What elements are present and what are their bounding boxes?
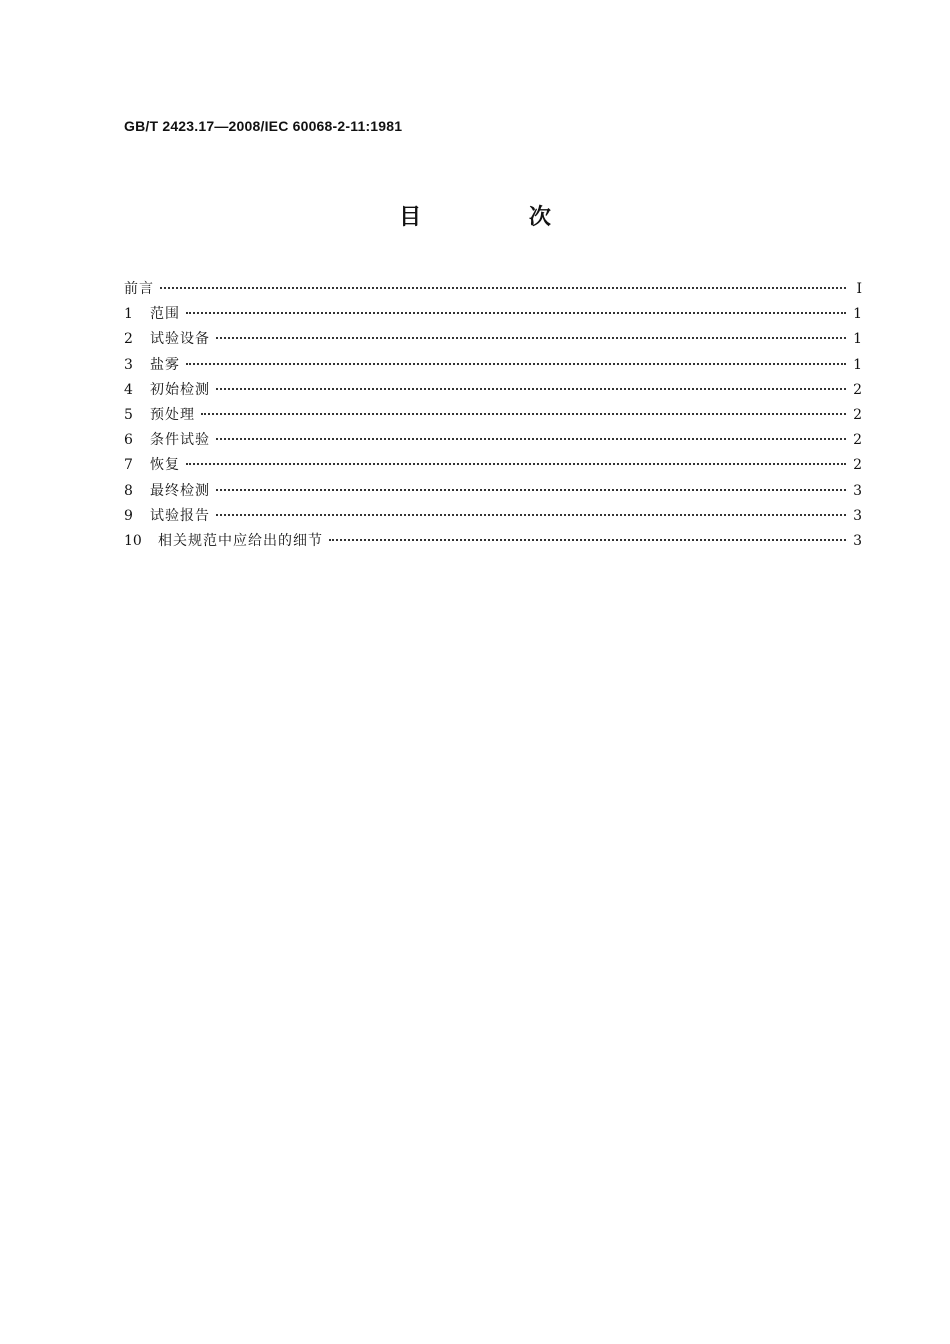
table-of-contents: [124, 277, 862, 554]
toc-entry-number: 1: [124, 306, 133, 323]
toc-dot-leader: [216, 337, 846, 339]
toc-entry-label: 范围: [150, 306, 180, 323]
toc-dot-leader: [186, 312, 846, 314]
toc-entry-label: 预处理: [150, 406, 195, 423]
toc-entry-page: 2: [853, 381, 862, 398]
toc-entry-number: 5: [124, 406, 133, 423]
toc-entry-final-measurements[interactable]: [124, 479, 862, 504]
toc-entry-number: 10: [124, 532, 142, 549]
toc-entry-label: 试验设备: [150, 331, 210, 348]
toc-entry-number: 7: [124, 457, 133, 474]
toc-entry-label: 前言: [124, 281, 154, 297]
toc-entry-number: 3: [124, 356, 133, 373]
toc-entry-test-equipment[interactable]: [124, 327, 862, 352]
toc-entry-preface[interactable]: [124, 277, 862, 302]
toc-entry-page: 1: [853, 306, 862, 323]
toc-entry-number: 9: [124, 507, 133, 524]
toc-entry-label: 初始检测: [150, 381, 210, 398]
toc-entry-number: 6: [124, 432, 133, 449]
toc-entry-page: 3: [853, 507, 862, 524]
toc-dot-leader: [216, 489, 846, 491]
toc-entry-page: 2: [853, 406, 862, 423]
toc-entry-number: 4: [124, 381, 133, 398]
toc-dot-leader: [216, 438, 846, 440]
toc-entry-label: 最终检测: [150, 482, 210, 499]
toc-dot-leader: [186, 363, 846, 365]
toc-entry-page: 3: [853, 482, 862, 499]
toc-entry-page: 2: [853, 457, 862, 474]
toc-entry-label: 恢复: [150, 457, 180, 474]
toc-entry-label: 盐雾: [150, 356, 180, 373]
toc-dot-leader: [329, 539, 846, 541]
toc-entry-page: 3: [853, 532, 862, 549]
toc-entry-label: 相关规范中应给出的细节: [158, 532, 323, 549]
toc-dot-leader: [201, 413, 846, 415]
toc-dot-leader: [186, 463, 846, 465]
toc-entry-page: 1: [853, 356, 862, 373]
toc-entry-preconditioning[interactable]: [124, 403, 862, 428]
toc-dot-leader: [216, 388, 846, 390]
toc-entry-label: 条件试验: [150, 432, 210, 449]
toc-entry-number: 8: [124, 482, 133, 499]
toc-entry-relevant-specification-details[interactable]: [124, 529, 862, 554]
toc-entry-scope[interactable]: [124, 302, 862, 327]
toc-dot-leader: [160, 287, 846, 289]
toc-entry-page: Ⅰ: [856, 281, 862, 297]
toc-entry-recovery[interactable]: [124, 453, 862, 478]
toc-entry-initial-measurements[interactable]: [124, 378, 862, 403]
toc-title: 目 次: [399, 205, 601, 230]
toc-entry-page: 2: [853, 432, 862, 449]
toc-entry-test-report[interactable]: [124, 504, 862, 529]
toc-entry-number: 2: [124, 331, 133, 348]
toc-entry-label: 试验报告: [150, 507, 210, 524]
toc-entry-salt-mist[interactable]: [124, 353, 862, 378]
toc-entry-conditioning[interactable]: [124, 428, 862, 453]
standard-number-header: GB/T 2423.17—2008/IEC 60068-2-11:1981: [124, 118, 403, 134]
toc-entry-page: 1: [853, 331, 862, 348]
toc-dot-leader: [216, 514, 846, 516]
